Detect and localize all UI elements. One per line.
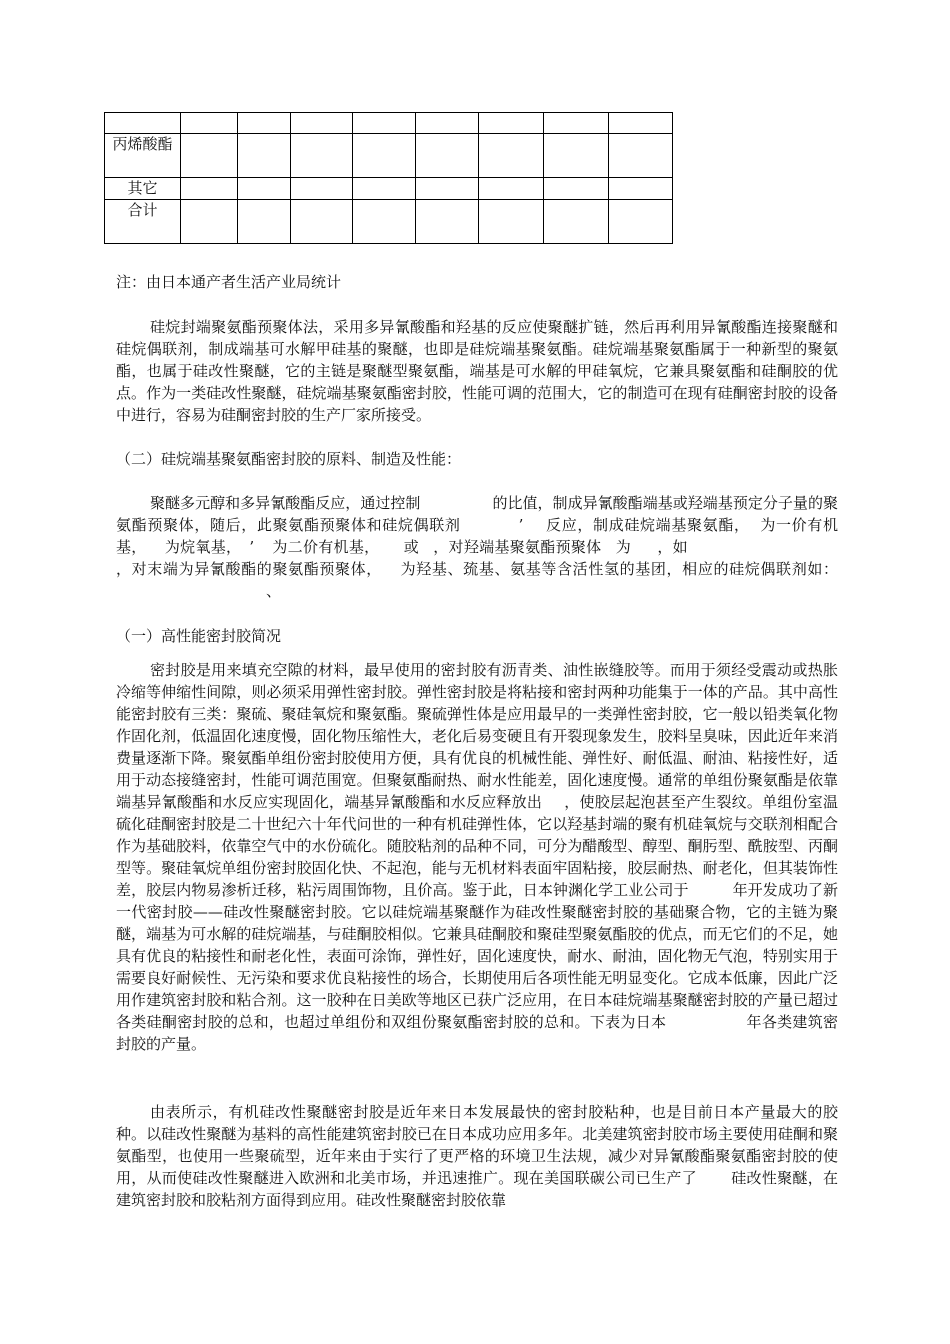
table-row bbox=[105, 200, 673, 244]
table-cell: 合计 bbox=[105, 200, 181, 244]
table-cell bbox=[181, 200, 238, 244]
text-run: 或 bbox=[403, 538, 419, 556]
table-cell bbox=[416, 200, 479, 244]
text-run: 密封胶是用来填充空隙的材料，最早使用的密封胶有沥青类、油性嵌缝胶等。而用于须经受震动或热胀冷缩等伸缩性间隙，则必须采用弹性密封胶。弹性密封胶是将粘接和密封两种功能集于一体的产品。其中高性能密封胶有三类：聚硫、聚硅氧烷和聚氨酯。聚硫弹性体是应用最早的一类弹性密封胶，它一般以铅类氧化物作固化剂，低温固化速度慢，固化物压缩性大，老化后易变硬且有开裂现象发生，胶料呈臭味，因此近年来消费量逐渐下降。聚氨酯单组份密封胶使用方便，具有优良的机械性能、弹性好、耐低温、耐油、粘接性好，适用于动态接缝密封，性能可调范围宽。但聚氨酯耐热、耐水性能差，固化速度慢。通常的单组份聚氨酯是依靠端基异氰酸酯和水反应实现固化，端基异氰酸酯和水反应释放出 bbox=[116, 661, 838, 811]
table-cell bbox=[609, 200, 673, 244]
table-note: 注：由日本通产者生活产业局统计 bbox=[116, 273, 342, 291]
table-cell bbox=[416, 113, 479, 134]
table-cell bbox=[238, 200, 291, 244]
text-run: 、 bbox=[266, 582, 282, 600]
table-cell: 其它 bbox=[105, 178, 181, 200]
paragraph-sealant-overview bbox=[116, 659, 838, 1055]
table-cell bbox=[238, 178, 291, 200]
text-run: 反应，制成硅烷端基聚氨酯， bbox=[545, 516, 750, 534]
production-table bbox=[104, 112, 673, 244]
text-run: 的比值，制成异氰酸酯端基或羟端基预定分子量的聚氨酯预聚体，随后，此聚氨酯预聚体和硅烷偶联剂 bbox=[116, 494, 838, 534]
table-cell bbox=[353, 134, 416, 178]
text-run: 由表所示，有机硅改性聚醚密封胶是近年来日本发展最快的密封胶粘种，也是目前日本产量最大的胶种。以硅改性聚醚为基料的高性能建筑密封胶已在日本成功应用多年。北美建筑密封胶市场主要使用硅酮和聚氨酯型，也使用一些聚硫型，近年来由于实行了更严格的环境卫生法规，减少对异氰酸酯聚氨酯密封胶的使用，从而使硅改性聚醚进入欧洲和北美市场，并迅速推广。现在美国联碳公司已生产了 bbox=[116, 1103, 838, 1187]
text-run: ，对末端为异氰酸酯的聚氨酯预聚体， bbox=[116, 560, 382, 578]
table-cell bbox=[238, 113, 291, 134]
text-run: 聚醚多元醇和多异氰酸酯反应，通过控制 bbox=[150, 494, 421, 512]
table-cell bbox=[181, 113, 238, 134]
text-run: ’ bbox=[518, 516, 524, 534]
text-run: ’ bbox=[249, 538, 255, 556]
paragraph-market bbox=[116, 1101, 838, 1211]
text-run: 硅改性聚醚，在建筑密封胶和胶粘剂方面得到应用。硅改性聚醚密封胶依靠 bbox=[116, 1169, 838, 1209]
table-cell bbox=[479, 134, 544, 178]
table-cell bbox=[353, 178, 416, 200]
table-cell bbox=[544, 178, 609, 200]
table-cell bbox=[181, 134, 238, 178]
table-cell bbox=[479, 178, 544, 200]
table-cell bbox=[291, 134, 353, 178]
text-run: 年各类建筑密封胶的产量。 bbox=[116, 1013, 838, 1053]
text-run: 为羟基、巯基、氨基等含活性氢的基团，相应的硅烷偶联剂如： bbox=[399, 560, 838, 578]
table-cell bbox=[291, 178, 353, 200]
text-run: ，如 bbox=[657, 538, 688, 556]
table-cell bbox=[416, 178, 479, 200]
table-cell bbox=[105, 113, 181, 134]
table-cell bbox=[544, 200, 609, 244]
text-run: 为二价有机基， bbox=[272, 538, 380, 556]
text-run: 年开发成功了新一代密封胶——硅改性聚醚密封胶。它以硅烷端基聚醚作为硅改性聚醚密封胶的基础聚合物，它的主链为聚醚，端基为可水解的硅烷端基，与硅酮胶相似。它兼具硅酮胶和聚硅型聚氨酯胶的优点，而无它们的不足，她具有优良的粘接性和耐老化性，表面可涂饰，弹性好，固化速度快，耐水、耐油，固化物无气泡，特别实用于需要良好耐候性、无污染和要求优良粘接性的场合，长期使用后各项性能无明显变化。它成本低廉，因此广泛用作建筑密封胶和粘合剂。这一胶种在日美欧等地区已获广泛应用，在日本硅烷端基聚醚密封胶的产量已超过各类硅酮密封胶的总和，也超过单组份和双组份聚氨酯密封胶的总和。下表为日本 bbox=[116, 881, 838, 1031]
paragraph-silane-prepolymer: 硅烷封端聚氨酯预聚体法，采用多异氰酸酯和羟基的反应使聚醚扩链，然后再利用异氰酸酯连接聚醚和硅烷偶联剂，制成端基可水解甲硅基的聚醚，也即是硅烷端基聚氨酯。硅烷端基聚氨酯属于一种新型的聚氨酯，也属于硅改性聚醚，它的主链是聚醚型聚氨酯，端基是可水解的甲硅氧烷，它兼具聚氨酯和硅酮胶的优点。作为一类硅改性聚醚，硅烷端基聚氨酯密封胶，性能可调的范围大，它的制造可在现有硅酮密封胶的设备中进行，容易为硅酮密封胶的生产厂家所接受。 bbox=[116, 318, 838, 424]
table-row bbox=[105, 134, 673, 178]
text-run: 为一价有机基， bbox=[116, 516, 838, 556]
table-cell bbox=[609, 178, 673, 200]
table-cell bbox=[238, 134, 291, 178]
table-cell bbox=[416, 134, 479, 178]
table-cell bbox=[291, 113, 353, 134]
table-cell: 丙烯酸酯 bbox=[105, 134, 181, 178]
section-heading-1: （一）高性能密封胶简况 bbox=[116, 627, 282, 645]
table-cell bbox=[353, 200, 416, 244]
text-run: 为烷氧基， bbox=[164, 538, 242, 556]
text-run: ，对羟端基聚氨酯预聚体 bbox=[432, 538, 602, 556]
text-run: ，使胶层起泡甚至产生裂纹。单组份室温硫化硅酮密封胶是二十世纪六十年代问世的一种有机硅弹性体，它以羟基封端的聚有机硅氧烷与交联剂相配合作为基础胶料，依靠空气中的水份硫化。随胶粘剂的品种不同，可分为醋酸型、醇型、酮肟型、酰胺型、丙酮型等。聚硅氧烷单组份密封胶固化快、不起泡，能与无机材料表面牢固粘接，胶层耐热、耐老化，但其装饰性差，胶层内物易渗析迁移，粘污周围饰物，且价高。鉴于此，日本钟渊化学工业公司于 bbox=[116, 793, 838, 899]
table-row bbox=[105, 113, 673, 134]
table-cell bbox=[609, 113, 673, 134]
section-heading-2: （二）硅烷端基聚氨酯密封胶的原料、制造及性能： bbox=[116, 450, 462, 468]
table-cell bbox=[353, 113, 416, 134]
table-cell bbox=[291, 200, 353, 244]
table-cell bbox=[479, 200, 544, 244]
table-cell bbox=[544, 113, 609, 134]
table-cell bbox=[479, 113, 544, 134]
table-cell bbox=[181, 178, 238, 200]
table-row bbox=[105, 178, 673, 200]
text-run: 为 bbox=[615, 538, 632, 556]
paragraph-raw-materials bbox=[116, 492, 838, 602]
table-cell bbox=[609, 134, 673, 178]
table-cell bbox=[544, 134, 609, 178]
